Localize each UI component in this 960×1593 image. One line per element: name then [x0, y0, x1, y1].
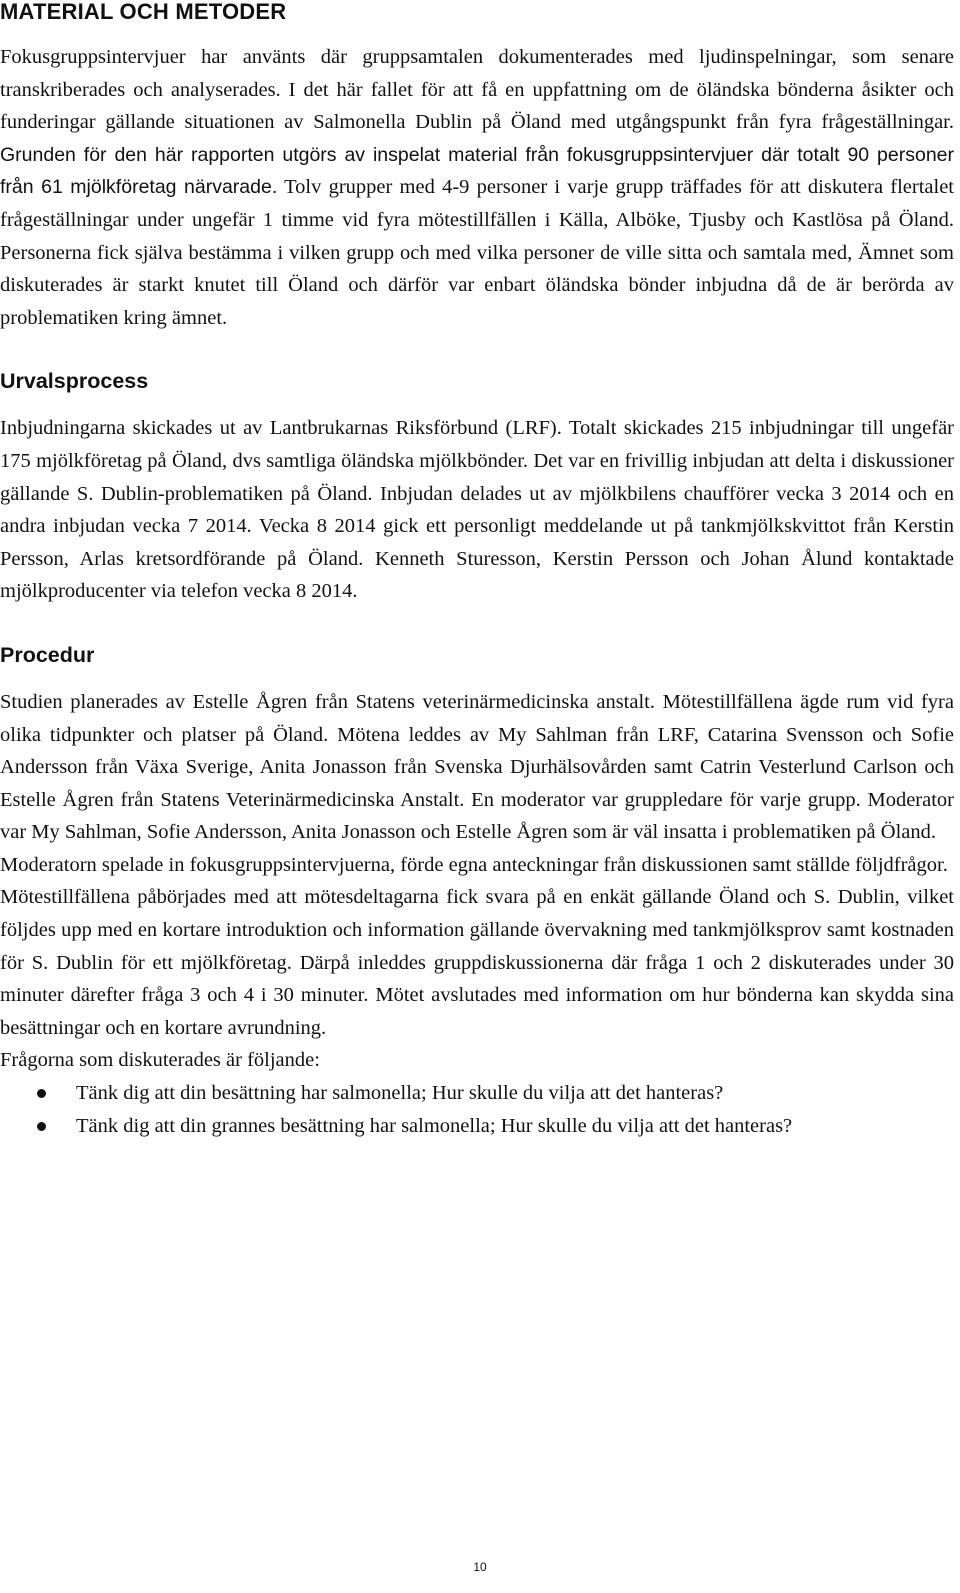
procedur-paragraph-3: Mötestillfällena påbörjades med att mötesdeltagarna fick svara på en enkät gällande Öland och S. Dublin, vilket följdes upp med en kortare introduktion och information gällande övervakning med tankmjölksprov samt kostnaden för S. Dublin för ett mjölkföretag. Därpå inleddes gruppdiskussionerna där fråga 1 och 2 diskuterades under 30 minuter därefter fråga 3 och 4 i 30 minuter. Mötet avslutades med information om hur bönderna kan skydda sina besättningar och en kortare avrundning.: [0, 886, 954, 1039]
section-heading-urvalsprocess: Urvalsprocess: [0, 369, 149, 394]
list-item: [0, 1077, 954, 1110]
bullet-icon: [37, 1122, 46, 1131]
question-list: [0, 1077, 954, 1142]
intro-paragraph: [0, 41, 954, 334]
question-2-text: Tänk dig att din grannes besättning har salmonella; Hur skulle du vilja att det hanteras?: [76, 1114, 793, 1137]
procedur-paragraph-2: Moderatorn spelade in fokusgruppsintervjuerna, förde egna anteckningar från diskussionen samt ställde följdfrågor.: [0, 853, 948, 876]
page-title: MATERIAL OCH METODER: [0, 0, 287, 24]
questions-intro: Frågorna som diskuterades är följande:: [0, 1049, 320, 1072]
page-number: 10: [473, 1560, 487, 1574]
intro-text-sans: Grunden för den här rapporten utgörs av inspelat material från fokusgruppsintervjuer där totalt 90 personer från 61 mjölkföretag närvarade.: [0, 143, 954, 199]
section-heading-procedur: Procedur: [0, 642, 95, 667]
intro-text-part-2: Tolv grupper med 4-9 personer i varje grupp träffades för att diskutera flertalet frågeställningar under ungefär 1 timme vid fyra mötestillfällen i Källa, Alböke, Tjusby och Kastlösa på Öland. Personerna fick själva bestämma i vilken grupp och med vilka personer de ville sitta och samtala med, Ämnet som diskuterades är starkt knutet till Öland och därför var enbart öländska bönder inbjudna då de är berörda av problematiken kring ämnet.: [0, 176, 954, 329]
bullet-icon: [37, 1089, 46, 1098]
list-item: [0, 1110, 954, 1143]
question-1-text: Tänk dig att din besättning har salmonella; Hur skulle du vilja att det hanteras?: [76, 1082, 724, 1105]
urvalsprocess-paragraph: Inbjudningarna skickades ut av Lantbrukarnas Riksförbund (LRF). Totalt skickades 215 inbjudningar till ungefär 175 mjölkföretag på Öland, dvs samtliga öländska mjölkbönder. Det var en frivillig inbjudan att delta i diskussioner gällande S. Dublin-problematiken på Öland. Inbjudan delades ut av mjölkbilens chaufförer vecka 3 2014 och en andra inbjudan vecka 7 2014. Vecka 8 2014 gick ett personligt meddelande ut på tankmjölkskvittot från Kerstin Persson, Arlas kretsordförande på Öland. Kenneth Sturesson, Kerstin Persson och Johan Ålund kontaktade mjölkproducenter via telefon vecka 8 2014.: [0, 417, 954, 603]
procedur-paragraph-1: Studien planerades av Estelle Ågren från Statens veterinärmedicinska anstalt. Mötestillfällena ägde rum vid fyra olika tidpunkter och platser på Öland. Mötena leddes av My Sahlman från LRF, Catarina Svensson och Sofie Andersson från Växa Sverige, Anita Jonasson från Svenska Djurhälsovården samt Catrin Vesterlund Carlson och Estelle Ågren från Statens Veterinärmedicinska Anstalt. En moderator var gruppledare för varje grupp. Moderator var My Sahlman, Sofie Andersson, Anita Jonasson och Estelle Ågren som är väl insatta i problematiken på Öland.: [0, 690, 954, 844]
intro-text-part-1: Fokusgruppsintervjuer har använts där gruppsamtalen dokumenterades med ljudinspelningar, som senare transkriberades och analyserades. I det här fallet för att få en uppfattning om de öländska bönderna åsikter och funderingar gällande situationen av Salmonella Dublin på Öland med utgångspunkt från fyra frågeställningar.: [0, 46, 954, 134]
